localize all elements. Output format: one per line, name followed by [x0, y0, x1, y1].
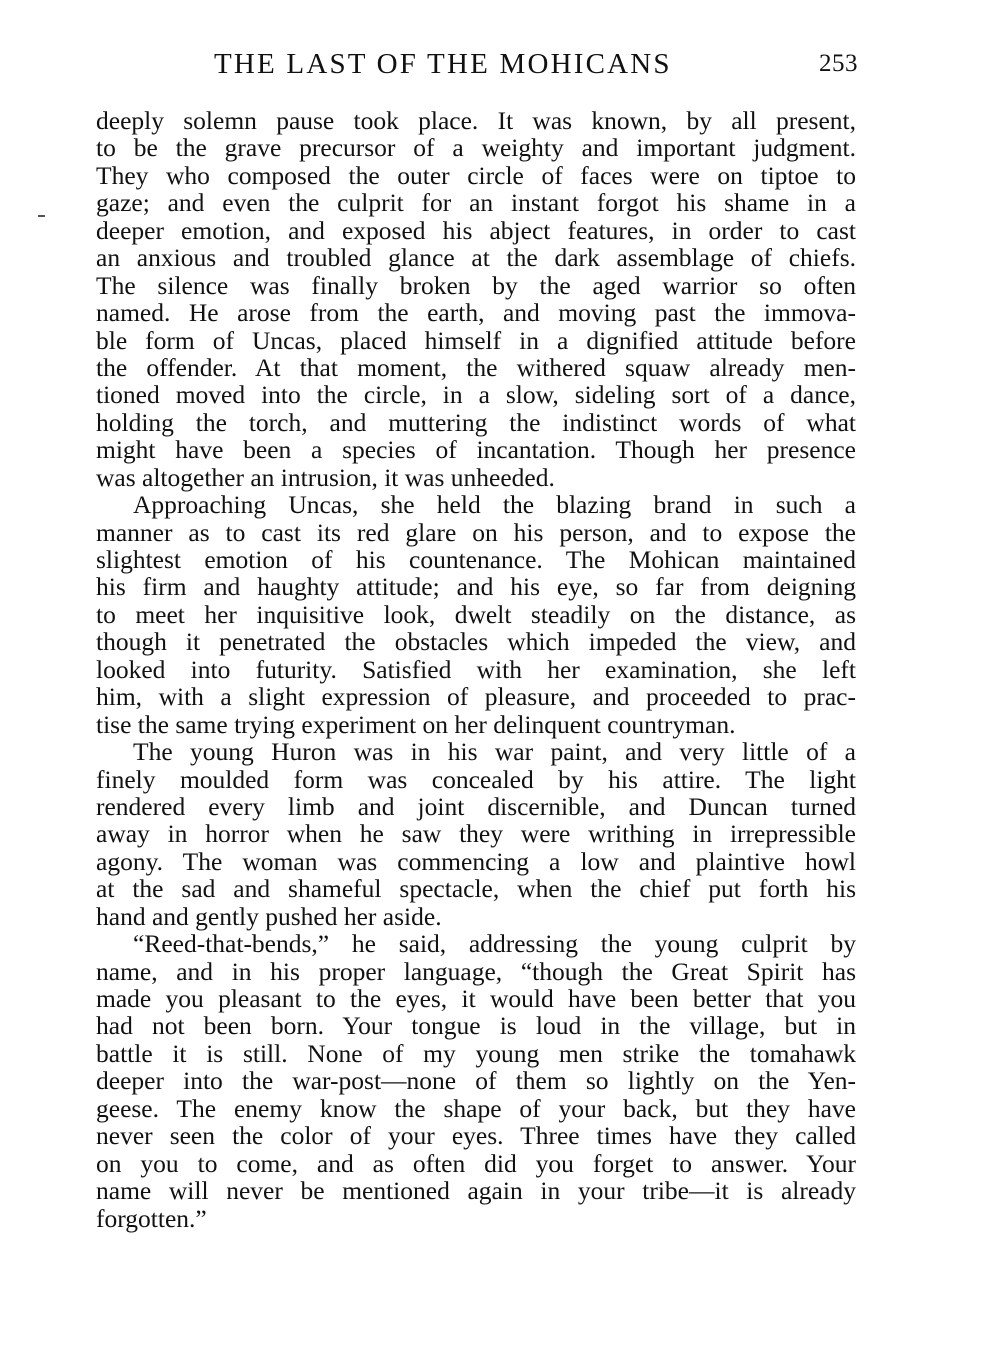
paragraph	[96, 930, 856, 1232]
text-line: on you to come, and as often did you forget to answer. Your	[96, 1148, 856, 1178]
text-line: his firm and haughty attitude; and his eye, so far from deigning	[96, 572, 856, 602]
text-line: might have been a species of incantation. Though her presence	[96, 435, 856, 465]
text-line: to meet her inquisitive look, dwelt steadily on the distance, as	[96, 599, 856, 629]
text-line: manner as to cast its red glare on his person, and to expose the	[96, 517, 856, 547]
text-line: deeply solemn pause took place. It was known, by all present,	[96, 106, 856, 135]
text-line: Approaching Uncas, she held the blazing brand in such a	[133, 490, 856, 520]
text-line: to be the grave precursor of a weighty and important judgment.	[96, 133, 856, 163]
paragraph	[96, 491, 856, 738]
text-line: deeper into the war-post—none of them so lightly on the Yen-	[96, 1066, 856, 1096]
paragraph	[96, 738, 856, 930]
text-line: an anxious and troubled glance at the dark assemblage of chiefs.	[96, 243, 856, 273]
text-line: tise the same trying experiment on her delinquent countryman.	[96, 709, 736, 739]
text-line: though it penetrated the obstacles which impeded the view, and	[96, 627, 856, 657]
text-line: finely moulded form was concealed by his attire. The light	[96, 764, 856, 794]
text-line: looked into futurity. Satisfied with her examination, she left	[96, 654, 856, 684]
text-line: agony. The woman was commencing a low and plaintive howl	[96, 846, 856, 876]
text-line: never seen the color of your eyes. Three times have they called	[96, 1121, 856, 1151]
text-line: the offender. At that moment, the withered squaw already men-	[96, 352, 856, 382]
text-line: They who composed the outer circle of faces were on tiptoe to	[96, 160, 856, 190]
text-line: name will never be mentioned again in your tribe—it is already	[96, 1176, 856, 1206]
margin-mark	[38, 215, 45, 217]
text-line: battle it is still. None of my young men strike the tomahawk	[96, 1038, 856, 1068]
text-line: The silence was finally broken by the aged warrior so often	[96, 270, 856, 300]
text-line: him, with a slight expression of pleasure, and proceeded to prac-	[96, 682, 856, 712]
page-number: 253	[819, 50, 858, 77]
body-text	[96, 107, 856, 1232]
text-line: deeper emotion, and exposed his abject features, in order to cast	[96, 215, 856, 245]
text-line: ble form of Uncas, placed himself in a dignified attitude before	[96, 325, 856, 355]
text-line: “Reed-that-bends,” he said, addressing the young culprit by	[133, 929, 856, 959]
text-line: had not been born. Your tongue is loud in the village, but in	[96, 1011, 856, 1041]
text-line: named. He arose from the earth, and moving past the immova-	[96, 298, 856, 328]
paragraph	[96, 107, 856, 491]
running-head	[96, 44, 858, 84]
text-line: name, and in his proper language, “though the Great Spirit has	[96, 956, 856, 986]
text-line: was altogether an intrusion, it was unheeded.	[96, 462, 555, 492]
running-head-title: THE LAST OF THE MOHICANS	[214, 48, 672, 80]
text-line: holding the torch, and muttering the indistinct words of what	[96, 407, 856, 437]
text-line: gaze; and even the culprit for an instant forgot his shame in a	[96, 188, 856, 218]
text-line: rendered every limb and joint discernible, and Duncan turned	[96, 791, 856, 821]
text-line: forgotten.”	[96, 1203, 207, 1233]
text-line: geese. The enemy know the shape of your back, but they have	[96, 1093, 856, 1123]
text-line: slightest emotion of his countenance. The Mohican maintained	[96, 545, 856, 574]
text-line: The young Huron was in his war paint, and very little of a	[133, 737, 856, 767]
text-line: tioned moved into the circle, in a slow, sideling sort of a dance,	[96, 380, 856, 410]
text-line: made you pleasant to the eyes, it would have been better that you	[96, 984, 856, 1013]
text-line: away in horror when he saw they were writhing in irrepressible	[96, 819, 856, 849]
text-line: hand and gently pushed her aside.	[96, 901, 442, 931]
text-line: at the sad and shameful spectacle, when the chief put forth his	[96, 874, 856, 904]
